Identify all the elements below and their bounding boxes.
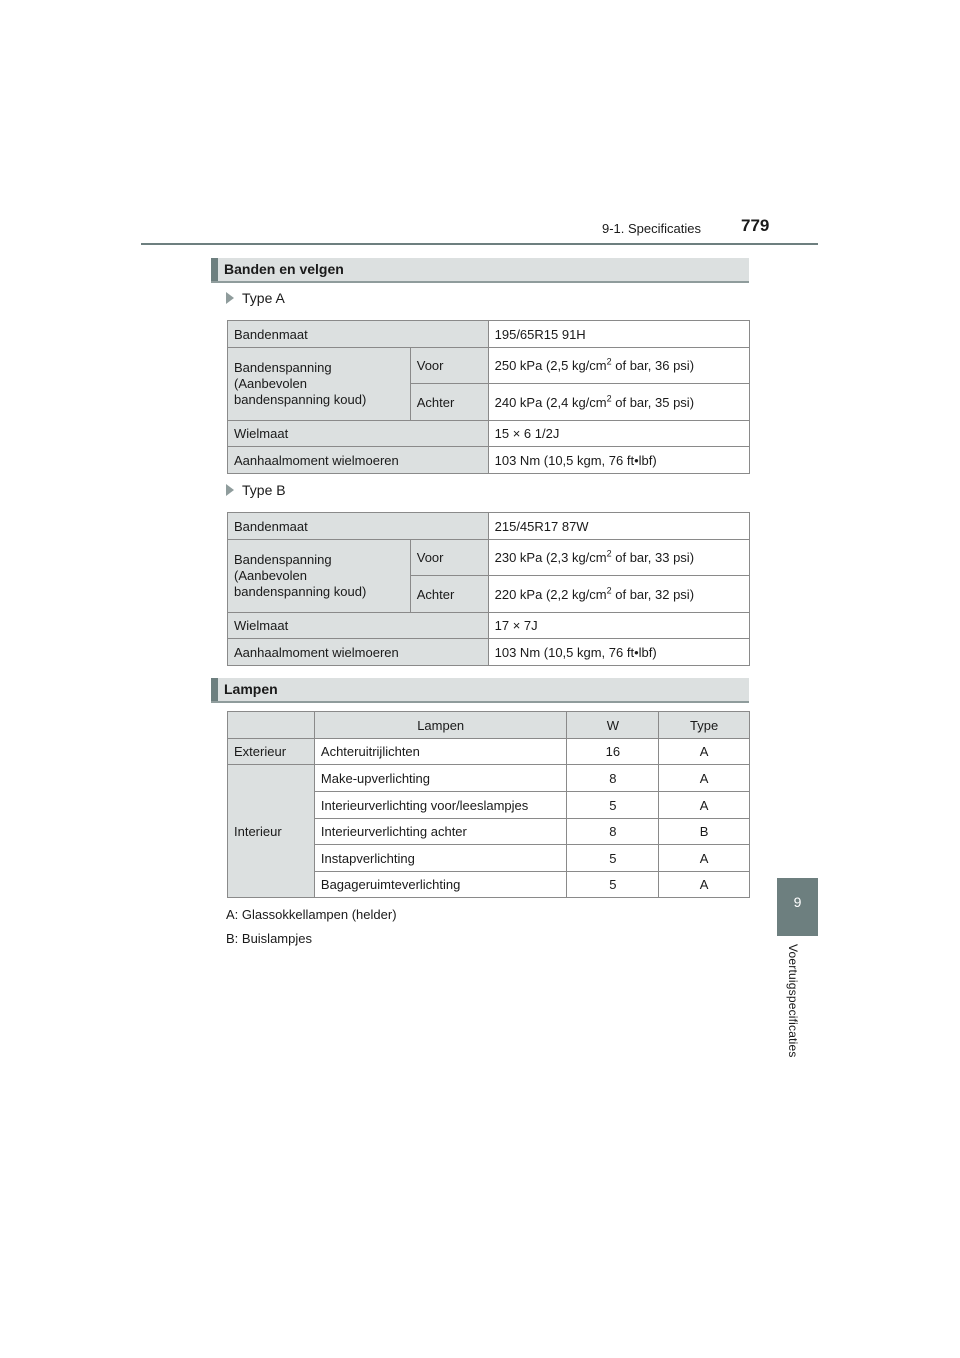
note-b: B: Buislampjes (226, 931, 312, 946)
tire-size-label: Bandenmaat (228, 321, 489, 348)
arrow-right-icon (226, 484, 234, 496)
tire-pressure-label: Bandenspanning (Aanbevolen bandenspanning koud) (228, 348, 411, 421)
lamp-type: A (659, 792, 750, 819)
lamp-type: A (659, 765, 750, 792)
rear-label: Achter (410, 384, 488, 421)
col-header-type: Type (659, 712, 750, 739)
table-row (228, 639, 750, 666)
section-title: 9-1. Specificaties (602, 221, 701, 236)
type-a-heading-text: Type A (242, 290, 285, 306)
rear-label: Achter (410, 576, 488, 613)
section-marker (211, 678, 218, 701)
torque-value: 103 Nm (10,5 kgm, 76 ft•lbf) (488, 639, 749, 666)
table-row (228, 348, 750, 384)
lamp-watt: 5 (567, 792, 659, 819)
note-a: A: Glassokkellampen (helder) (226, 907, 397, 922)
page-number: 779 (741, 216, 770, 235)
tire-size-value: 215/45R17 87W (488, 513, 749, 540)
table-row (228, 739, 750, 765)
lamp-type: B (659, 819, 750, 845)
lamp-name: Bagageruimteverlichting (314, 872, 567, 898)
lamp-watt: 8 (567, 765, 659, 792)
header-rule (141, 243, 818, 245)
type-a-heading (226, 290, 285, 306)
tire-table-type-b (227, 512, 750, 666)
lamp-watt: 8 (567, 819, 659, 845)
front-label: Voor (410, 348, 488, 384)
front-pressure-value: 250 kPa (2,5 $kg/cm^2$ of bar, 36 psi) (488, 348, 749, 384)
torque-label: Aanhaalmoment wielmoeren (228, 447, 489, 474)
front-label: Voor (410, 540, 488, 576)
lamp-type: A (659, 739, 750, 765)
lamps-table (227, 711, 750, 898)
table-row (228, 321, 750, 348)
wheel-size-label: Wielmaat (228, 421, 489, 447)
col-header-lamps: Lampen (314, 712, 567, 739)
lamp-name: Interieurverlichting achter (314, 819, 567, 845)
col-header-watt: W (567, 712, 659, 739)
lamp-watt: 5 (567, 845, 659, 872)
table-header-row (228, 712, 750, 739)
lamp-type: A (659, 872, 750, 898)
table-row (228, 513, 750, 540)
section-marker (211, 258, 218, 281)
col-header-category (228, 712, 315, 739)
tire-table-type-a (227, 320, 750, 474)
tire-size-label: Bandenmaat (228, 513, 489, 540)
rear-pressure-value: 220 kPa (2,2 $kg/cm^2$ of bar, 32 psi) (488, 576, 749, 613)
wheel-size-value: 17 × 7J (488, 613, 749, 639)
table-row (228, 540, 750, 576)
lamp-watt: 16 (567, 739, 659, 765)
lamp-name: Achteruitrijlichten (314, 739, 567, 765)
table-row (228, 765, 750, 792)
torque-value: 103 Nm (10,5 kgm, 76 ft•lbf) (488, 447, 749, 474)
section-heading-text: Banden en velgen (224, 261, 344, 277)
type-b-heading (226, 482, 286, 498)
chapter-tab[interactable]: 9 (777, 878, 818, 936)
lamp-name: Instapverlichting (314, 845, 567, 872)
section-heading-text: Lampen (224, 681, 278, 697)
chapter-label: Voertuigspecificaties (786, 944, 800, 1058)
front-pressure-value: 230 kPa (2,3 $kg/cm^2$ of bar, 33 psi) (488, 540, 749, 576)
wheel-size-label: Wielmaat (228, 613, 489, 639)
lamp-watt: 5 (567, 872, 659, 898)
interior-label: Interieur (228, 765, 315, 898)
lamp-type: A (659, 845, 750, 872)
table-row (228, 613, 750, 639)
arrow-right-icon (226, 292, 234, 304)
exterior-label: Exterieur (228, 739, 315, 765)
wheel-size-value: 15 × 6 1/2J (488, 421, 749, 447)
table-row (228, 421, 750, 447)
section-heading-lamps (211, 678, 749, 703)
section-heading-tires (211, 258, 749, 283)
rear-pressure-value: 240 kPa (2,4 $kg/cm^2$ of bar, 35 psi) (488, 384, 749, 421)
table-row (228, 447, 750, 474)
lamp-name: Interieurverlichting voor/leeslampjes (314, 792, 567, 819)
torque-label: Aanhaalmoment wielmoeren (228, 639, 489, 666)
type-b-heading-text: Type B (242, 482, 286, 498)
lamp-name: Make-upverlichting (314, 765, 567, 792)
tire-size-value: 195/65R15 91H (488, 321, 749, 348)
tire-pressure-label: Bandenspanning (Aanbevolen bandenspanning koud) (228, 540, 411, 613)
